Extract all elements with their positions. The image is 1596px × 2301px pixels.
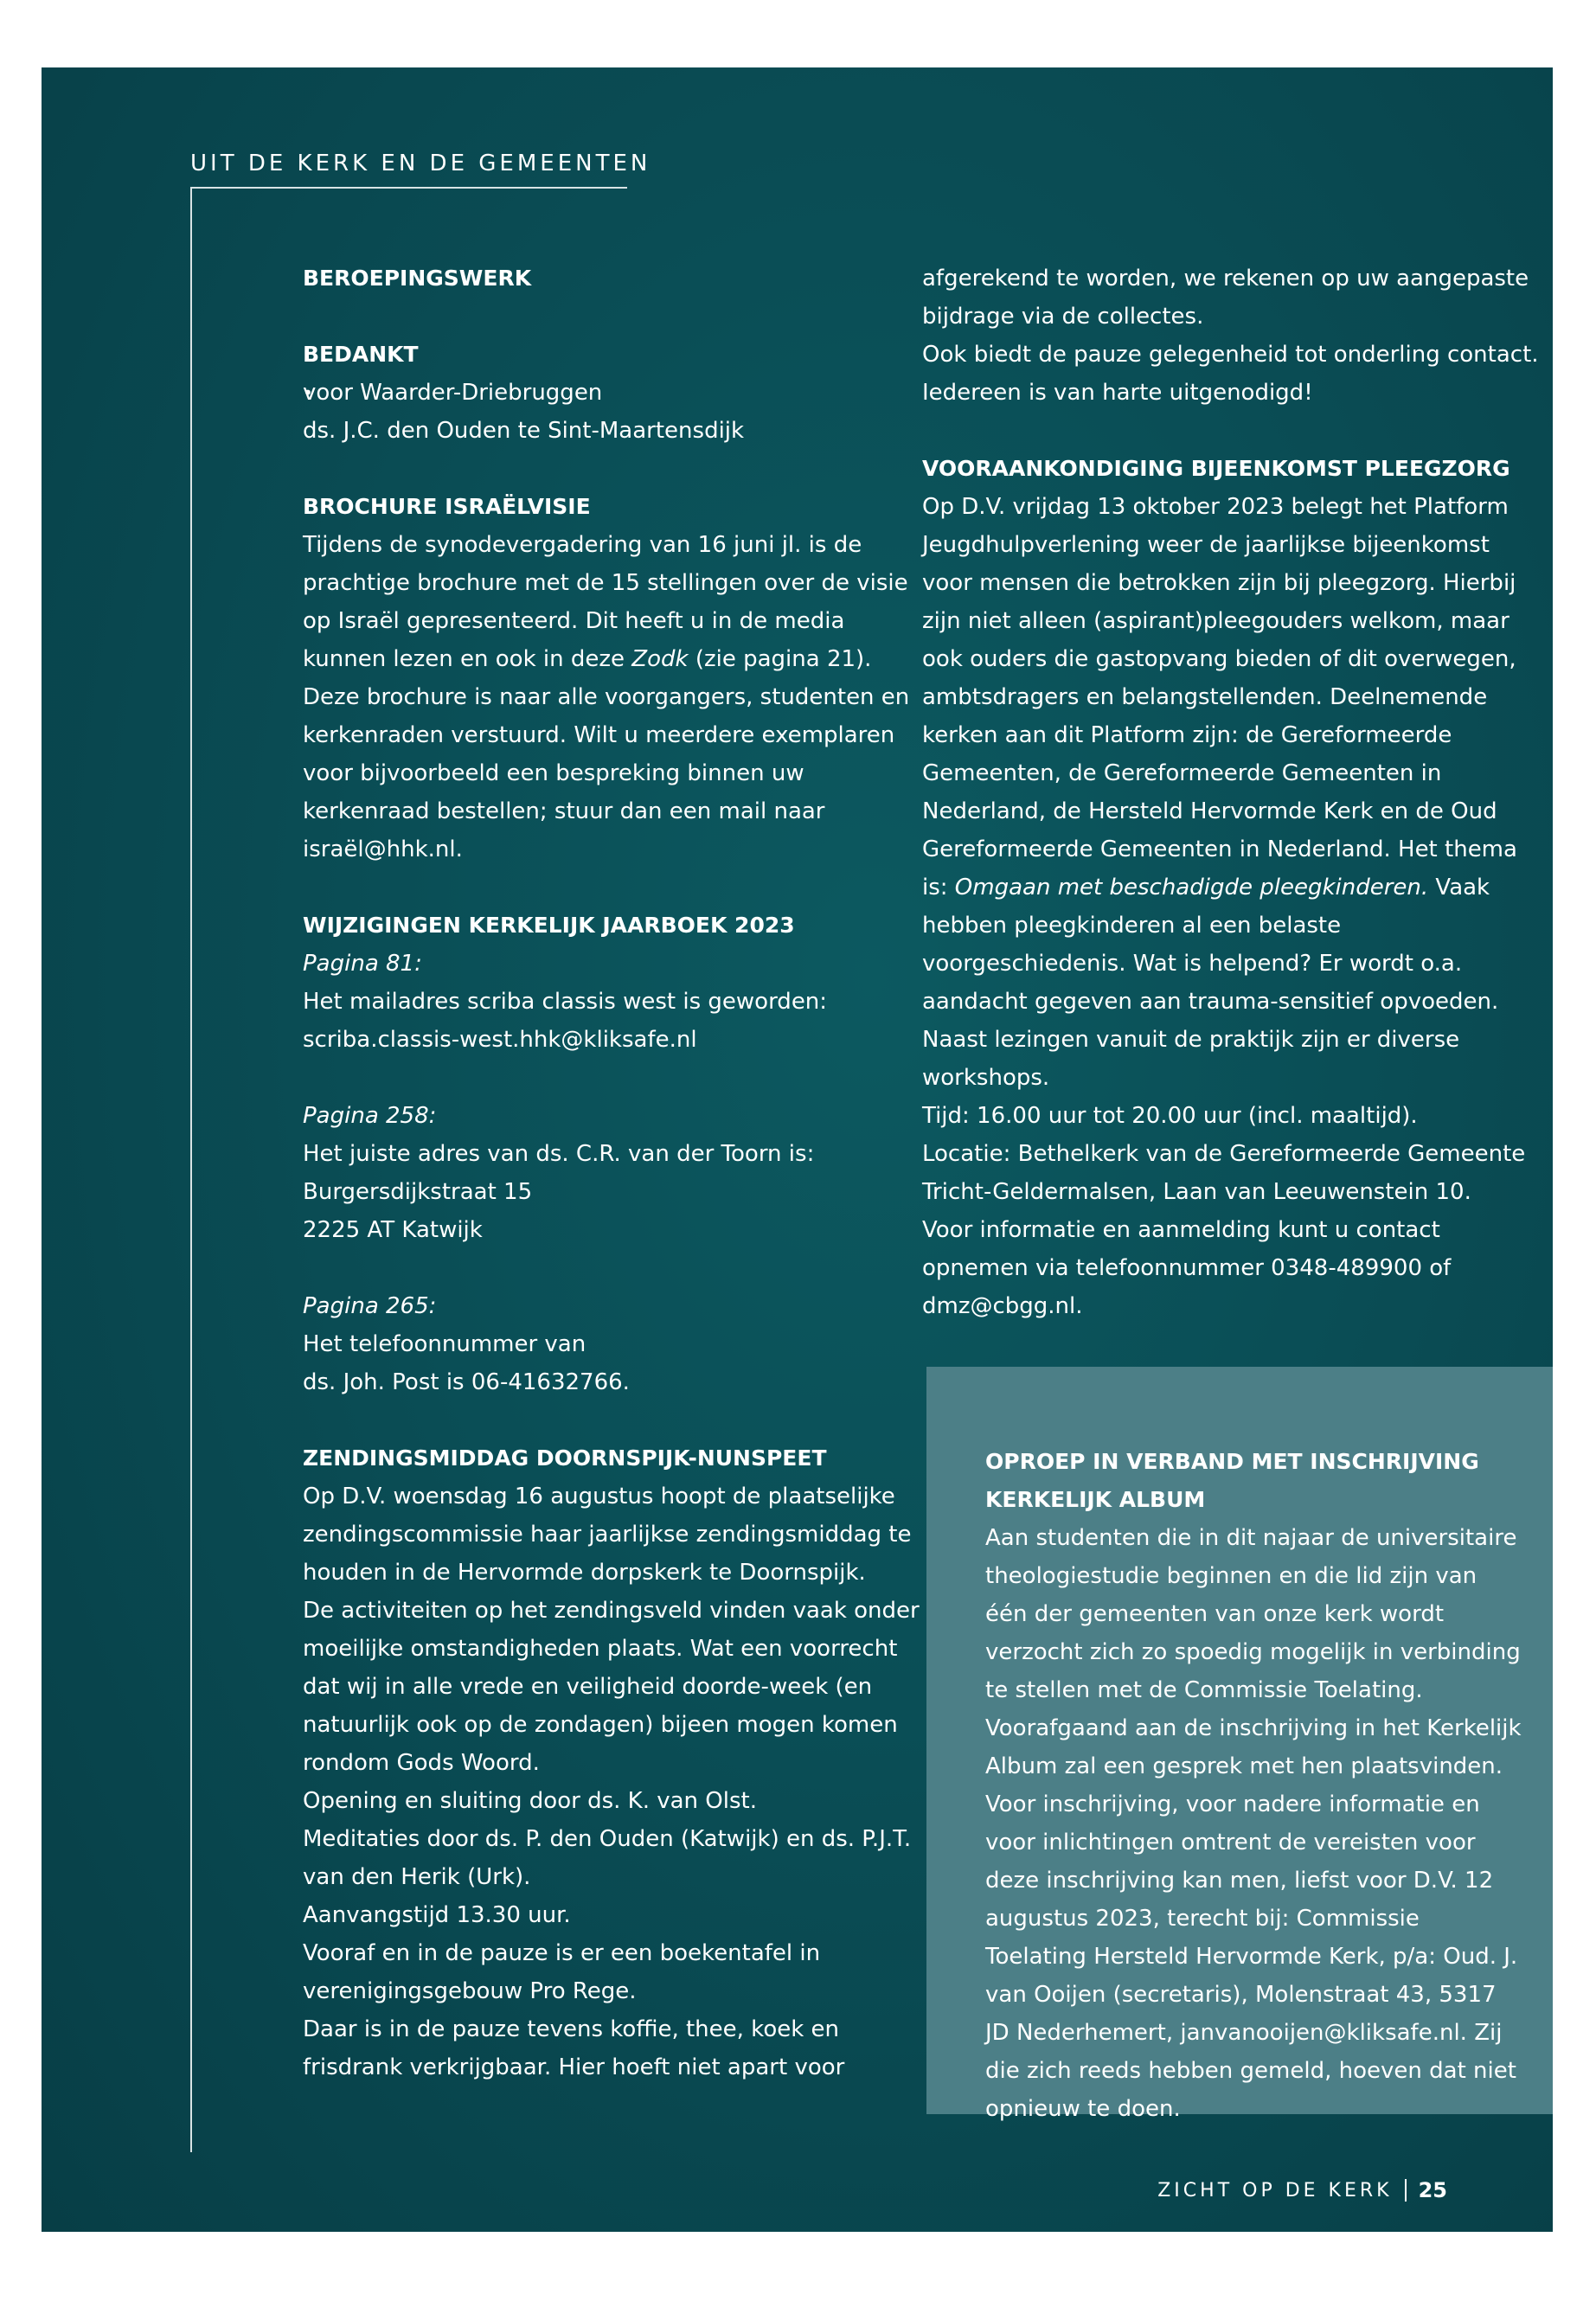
album-notice-box — [926, 1367, 1553, 2122]
pleegzorg-theme-italic: Omgaan met beschadigde pleegkinderen. — [954, 875, 1429, 901]
frame-top-line — [190, 187, 627, 189]
bedankt-list — [303, 374, 926, 450]
footer-divider — [1405, 2179, 1407, 2202]
zendingsmiddag-paragraph: Vooraf en in de pauze is er een boekentafel in verenigingsgebouw Pro Rege. — [303, 1940, 821, 2004]
continuation-paragraph: afgerekend te worden, we rekenen op uw aangepaste bijdrage via de collectes. — [922, 266, 1529, 330]
heading-pleegzorg: VOORAANKONDIGING BIJEENKOMST PLEEGZORG — [922, 456, 1510, 481]
heading-bedankt: BEDANKT — [303, 342, 419, 367]
pleegzorg-line: Voor informatie en aanmelding kunt u contact opnemen via telefoonnummer 0348-489900 of dmz@cbgg.nl. — [922, 1217, 1452, 1319]
zendingsmiddag-paragraph: Daar is in de pauze tevens koffie, thee, koek en frisdrank verkrijgbaar. Hier hoeft niet apart voor — [303, 2016, 845, 2080]
jaarboek-page-ref: Pagina 81: — [303, 951, 422, 977]
heading-brochure: BROCHURE ISRAËLVISIE — [303, 494, 591, 519]
heading-jaarboek: WIJZIGINGEN KERKELIJK JAARBOEK 2023 — [303, 913, 795, 938]
brochure-paragraph: Tijdens de synodevergadering van 16 juni jl. is de prachtige brochure met de 15 stellingen over de visie op Israël gepresenteerd. Dit heeft u in de media kunnen lezen en ook in deze Zodk (zie pagina 21). Deze brochure is naar alle voorgangers, studenten en kerkenraden verstuurd. Wilt u meerdere exemplaren voor bijvoorbeeld een bespreking binnen uw kerkenraad bestellen; stuur dan een mail naar israël@hhk.nl. — [303, 532, 910, 862]
magazine-name: ZICHT OP DE KERK — [1157, 2179, 1393, 2202]
jaarboek-line: Het mailadres scriba classis west is geworden: — [303, 989, 828, 1015]
zendingsmiddag-paragraph: Op D.V. woensdag 16 augustus hoopt de plaatselijke zendingscommissie haar jaarlijkse zendingsmiddag te houden in de Hervormde dorpskerk te Doornspijk. — [303, 1484, 912, 1586]
magazine-title-italic: Zodk — [631, 646, 689, 672]
magazine-page — [42, 67, 1553, 2232]
jaarboek-page-ref: Pagina 258: — [303, 1103, 437, 1129]
pleegzorg-line: Locatie: Bethelkerk van de Gereformeerde Gemeente Tricht-Geldermalsen, Laan van Leeuwenstein 10. — [922, 1141, 1526, 1205]
frame-left-line — [190, 187, 192, 2152]
zendingsmiddag-paragraph: Meditaties door ds. P. den Ouden (Katwijk) en ds. P.J.T. van den Herik (Urk). — [303, 1826, 912, 1890]
pleegzorg-line: Tijd: 16.00 uur tot 20.00 uur (incl. maaltijd). — [922, 1103, 1418, 1129]
album-notice-content — [985, 1443, 1522, 2128]
page-footer — [1157, 2178, 1447, 2202]
section-label: UIT DE KERK EN DE GEMEENTEN — [190, 151, 651, 176]
zendingsmiddag-paragraph: Aanvangstijd 13.30 uur. — [303, 1902, 571, 1928]
list-item — [303, 374, 926, 450]
bedankt-item-line1: • voor Waarder-Driebruggen — [303, 380, 603, 406]
zendingsmiddag-paragraph: Opening en sluiting door ds. K. van Olst. — [303, 1788, 757, 1814]
heading-zendingsmiddag: ZENDINGSMIDDAG DOORNSPIJK-NUNSPEET — [303, 1445, 827, 1471]
album-paragraph: Aan studenten die in dit najaar de universitaire theologiestudie beginnen en die lid zijn van één der gemeenten van onze kerk wordt verzocht zich zo spoedig mogelijk in verbinding te stellen met de Commissie Toelating. Voorafgaand aan de inschrijving in het Kerkelijk Album zal een gesprek met hen plaatsvinden. Voor inschrijving, voor nadere informatie en voor inlichtingen omtrent de vereisten voor deze inschrijving kan men, liefst voor D.V. 12 augustus 2023, terecht bij: Commissie Toelating Hersteld Hervormde Kerk, p/a: Oud. J. van Ooijen (secretaris), Molenstraat 43, 5317 JD Nederhemert, janvanooijen@kliksafe.nl. Zij die zich reeds hebben gemeld, hoeven dat niet opnieuw te doen. — [985, 1525, 1522, 2122]
right-column — [922, 260, 1545, 1325]
jaarboek-line: Het telefoonnummer van — [303, 1331, 586, 1357]
page-number: 25 — [1418, 2178, 1447, 2202]
jaarboek-line: scriba.classis-west.hhk@kliksafe.nl — [303, 1027, 697, 1053]
zendingsmiddag-paragraph: De activiteiten op het zendingsveld vinden vaak onder moeilijke omstandigheden plaats. Wat een voorrecht dat wij in alle vrede en veiligheid doorde-week (en natuurlijk ook op de zondagen) bijeen mogen komen rondom Gods Woord. — [303, 1598, 920, 1776]
jaarboek-page-ref: Pagina 265: — [303, 1293, 437, 1319]
jaarboek-line: Het juiste adres van ds. C.R. van der Toorn is: — [303, 1141, 815, 1167]
jaarboek-line: Burgersdijkstraat 15 — [303, 1179, 533, 1205]
jaarboek-line: ds. Joh. Post is 06-41632766. — [303, 1369, 630, 1395]
bedankt-item-line2: ds. J.C. den Ouden te Sint-Maartensdijk — [303, 418, 745, 444]
left-column — [303, 260, 926, 2086]
pleegzorg-paragraph: Op D.V. vrijdag 13 oktober 2023 belegt het Platform Jeugdhulpverlening weer de jaarlijkse bijeenkomst voor mensen die betrokken zijn bij pleegzorg. Hierbij zijn niet alleen (aspirant)pleegouders welkom, maar ook ouders die gastopvang bieden of dit overwegen, ambtsdragers en belangstellenden. Deelnemende kerken aan dit Platform zijn: de Gereformeerde Gemeenten, de Gereformeerde Gemeenten in Nederland, de Hersteld Hervormde Kerk en de Oud Gereformeerde Gemeenten in Nederland. Het thema is: Omgaan met beschadigde pleegkinderen. Vaak hebben pleegkinderen al een belaste voorgeschiedenis. Wat is helpend? Er wordt o.a. aandacht gegeven aan trauma-sensitief opvoeden. Naast lezingen vanuit de praktijk zijn er diverse workshops. — [922, 494, 1517, 1091]
continuation-paragraph: Ook biedt de pauze gelegenheid tot onderling contact. Iedereen is van harte uitgenodigd! — [922, 342, 1539, 406]
heading-album: OPROEP IN VERBAND MET INSCHRIJVING KERKELIJK ALBUM — [985, 1449, 1479, 1512]
jaarboek-line: 2225 AT Katwijk — [303, 1217, 483, 1243]
heading-beroepingswerk: BEROEPINGSWERK — [303, 266, 532, 291]
